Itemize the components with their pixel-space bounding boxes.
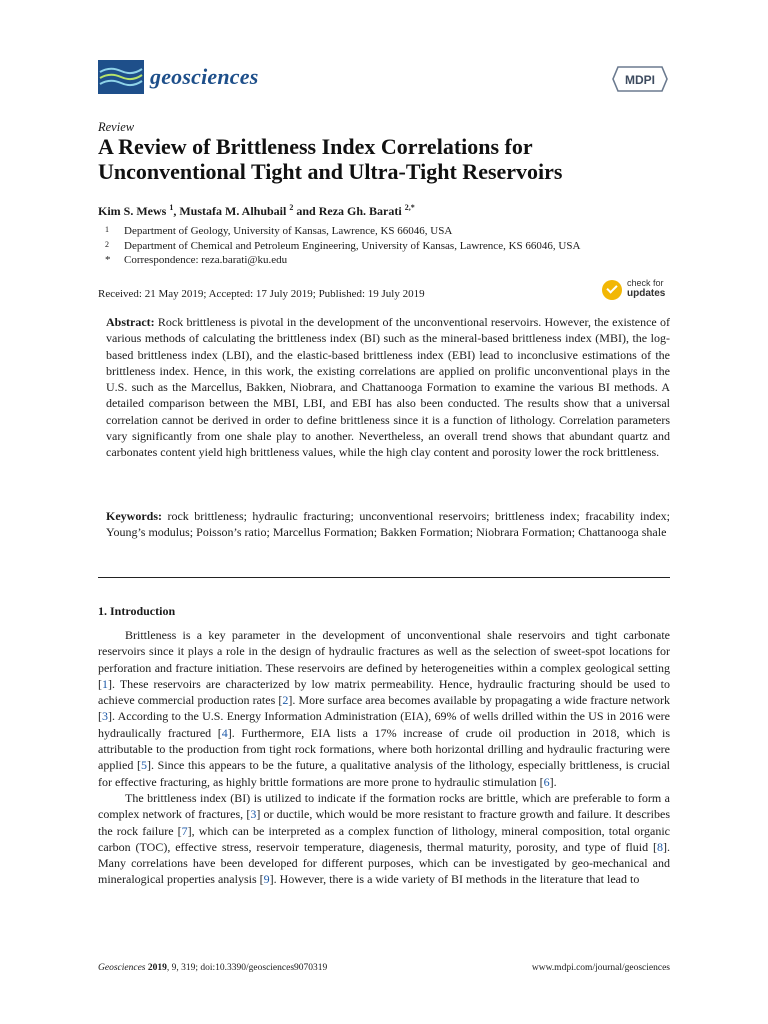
affiliation-item	[98, 253, 580, 268]
check-icon	[602, 280, 622, 300]
keywords-label: Keywords:	[106, 509, 162, 523]
citation-link[interactable]: 1	[102, 676, 108, 691]
affiliation-item	[98, 239, 580, 254]
footer-citation-rest: , 9, 319; doi:10.3390/geosciences9070319	[166, 963, 328, 973]
citation-link[interactable]: 4	[221, 725, 228, 740]
citation-link[interactable]: 5	[141, 758, 147, 773]
check-for-updates-button[interactable]	[602, 278, 672, 302]
author-list: Kim S. Mews $^1$, Mustafa M. Alhubail $^2$ and Reza Gh. Barati $^{2,*}$	[98, 203, 415, 218]
footer-citation	[98, 963, 327, 973]
article-title: A Review of Brittleness Index Correlations for Unconventional Tight and Ultra-Tight Reservoirs	[98, 134, 563, 184]
section-divider	[98, 577, 670, 578]
article-type: Review	[98, 120, 135, 134]
author-affiliation-mark: 2	[289, 203, 294, 212]
affiliation-mark: *	[105, 254, 111, 266]
citation-link[interactable]: 3	[102, 709, 108, 724]
affiliations	[98, 224, 580, 268]
citation-link[interactable]: 6	[543, 774, 550, 789]
affiliation-text: Department of Geology, University of Kansas, Lawrence, KS 66046, USA	[124, 225, 453, 237]
citation-link[interactable]: 7	[181, 823, 188, 838]
author-name: Mustafa M. Alhubail $^2$	[179, 203, 294, 218]
affiliation-mark: 2	[105, 239, 109, 249]
citation-link[interactable]: 3	[250, 807, 257, 822]
svg-text:MDPI: MDPI	[625, 73, 655, 87]
publication-dates: Received: 21 May 2019; Accepted: 17 July 2019; Published: 19 July 2019	[98, 288, 425, 300]
affiliation-text: Department of Chemical and Petroleum Engineering, University of Kansas, Lawrence, KS 66046, USA	[124, 239, 581, 252]
keywords-text: rock brittleness; hydraulic fracturing; unconventional reservoirs; brittleness index; fracability index; Young’s modulus; Poisson’s ratio; Marcellus Formation; Bakken Formation; Niobrara Formation; Chattanooga shale	[106, 509, 671, 540]
affiliation-item	[98, 224, 580, 239]
author-affiliation-mark: 1	[169, 203, 174, 212]
section-body	[98, 627, 670, 888]
body-paragraph: The brittleness index (BI) is utilized to indicate if the formation rocks are brittle, which are preferable to form a complex network of fractures, [3] or ductile, which would be more resistant to fracture growth and failure. It describes the rock failure [7], which can be interpreted as a complex function of lithology, mineral composition, total organic carbon (TOC), effective stress, reservoir temperature, diagenesis, thermal maturity, porosity, and type of fluid [8]. Many correlations have been developed for different purposes, which can be investigated by geo-mechanical and mineralogical properties analysis [9]. However, there is a wide variety of BI methods in the literature that lead to	[98, 790, 671, 887]
affiliation-mark: 1	[105, 225, 109, 234]
footer-year: 2019	[147, 963, 167, 973]
keywords	[106, 508, 670, 541]
author-name: Reza Gh. Barati $^{2,*}$	[318, 203, 415, 218]
journal-name: geosciences	[150, 64, 259, 89]
body-paragraph: Brittleness is a key parameter in the development of unconventional shale reservoirs and tight carbonate reservoirs since it plays a role in the design of hydraulic fractures as well as the selection of sweet-spot locations for perforation and fracture initiation. These reservoirs are defined by heterogeneities within a complex geological setting [1]. These reservoirs are characterized by low matrix permeability. Hence, hydraulic fracturing should be used to achieve commercial production rates [2]. More surface area becomes available by propagating a wide fracture network [3]. According to the U.S. Energy Information Administration (EIA), 69% of wells drilled within the US in 2016 were hydraulically fractured [4]. Furthermore, EIA lists a 17% increase of crude oil production in 2018, which is attributable to the production from tight rock formations, where both horizontal drilling and hydraulic fracturing were applied [5]. Since this appears to be the future, a qualitative analysis of the lithology, especially brittleness, is crucial for effective fracturing, as highly brittle formations are more prone to hydraulic stimulation [6].	[98, 628, 670, 789]
author-affiliation-mark: 2,*	[404, 203, 415, 212]
footer-url[interactable]: www.mdpi.com/journal/geosciences	[531, 963, 670, 973]
citation-link[interactable]: 8	[657, 839, 663, 854]
footer-journal: Geosciences	[98, 963, 146, 973]
author-name: Kim S. Mews $^1$	[98, 203, 174, 218]
badge-line1: check for	[627, 278, 664, 288]
badge-line2: updates	[627, 288, 666, 299]
geosciences-logo-icon	[98, 60, 144, 94]
citation-link[interactable]: 2	[282, 693, 289, 708]
mdpi-logo-icon	[612, 66, 668, 92]
abstract-label: Abstract:	[106, 315, 155, 329]
abstract	[106, 314, 670, 461]
section-heading: 1. Introduction	[98, 604, 176, 618]
abstract-text: Rock brittleness is pivotal in the development of the unconventional reservoirs. However, the existence of various methods of calculating the brittleness index (BI) such as the mineral-based brittleness index (MBI), the log-based brittleness index (LBI), and the elastic-based brittleness index (EBI) lead to inconclusive estimations of the brittleness index. Hence, in this work, the existing correlations are applied on prolific unconventional plays in the U.S. such as the Marcellus, Bakken, Niobrara, and Chattanooga Formation to examine the various BI methods. A detailed comparison between the MBI, LBI, and EBI has also been conducted. The results show that a universal correlation cannot be derived in order to define brittleness since it is a function of lithology. Correlation parameters vary significantly from one shale play to another. Nevertheless, an overall trend shows that abundant quartz and carbonates content yield high brittleness values, while the high clay content and porosity lower the rock brittleness.	[106, 315, 671, 460]
affiliation-text: Correspondence: reza.barati@ku.edu	[124, 254, 288, 266]
citation-link[interactable]: 9	[263, 872, 270, 887]
